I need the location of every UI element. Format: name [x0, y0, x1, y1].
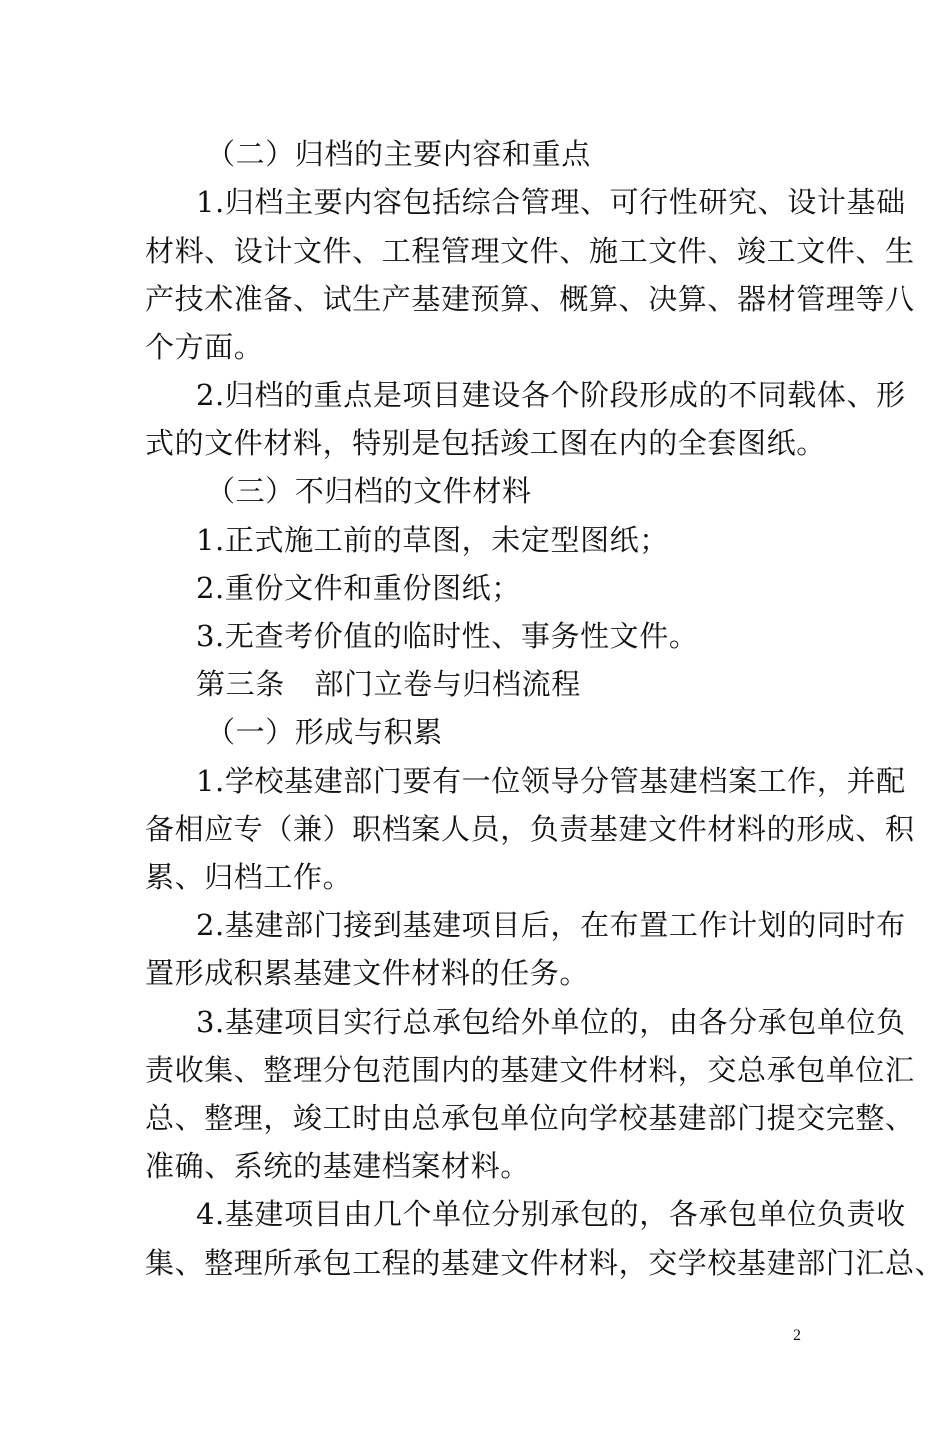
paragraph-line: 累、归档工作。: [145, 860, 353, 894]
paragraph-line: 总、整理，竣工时由总承包单位向学校基建部门提交完整、: [145, 1101, 915, 1135]
paragraph-line: 2.基建部门接到基建项目后，在布置工作计划的同时布: [196, 908, 906, 942]
paragraph-line: 材料、设计文件、工程管理文件、施工文件、竣工文件、生: [145, 234, 915, 268]
heading-archiving-content: （二）归档的主要内容和重点: [206, 137, 591, 171]
heading-formation: （一）形成与积累: [206, 715, 443, 749]
paragraph-line: 1.归档主要内容包括综合管理、可行性研究、设计基础: [196, 185, 906, 219]
paragraph-line: 产技术准备、试生产基建预算、概算、决算、器材管理等八: [145, 282, 915, 316]
paragraph-line: 1.学校基建部门要有一位领导分管基建档案工作，并配: [196, 764, 906, 798]
paragraph-line: 准确、系统的基建档案材料。: [145, 1149, 530, 1183]
paragraph-line: 式的文件材料，特别是包括竣工图在内的全套图纸。: [145, 426, 826, 460]
paragraph-line: 集、整理所承包工程的基建文件材料，交学校基建部门汇总、: [145, 1246, 945, 1280]
paragraph-line: 3.基建项目实行总承包给外单位的，由各分承包单位负: [196, 1005, 906, 1039]
paragraph-line: 4.基建项目由几个单位分别承包的，各承包单位负责收: [196, 1197, 906, 1231]
paragraph-line: 备相应专（兼）职档案人员，负责基建文件材料的形成、积: [145, 812, 915, 846]
list-item: 1.正式施工前的草图，未定型图纸；: [196, 523, 669, 557]
list-item: 3.无查考价值的临时性、事务性文件。: [196, 619, 699, 653]
paragraph-line: 责收集、整理分包范围内的基建文件材料，交总承包单位汇: [145, 1053, 915, 1087]
paragraph-line: 置形成积累基建文件材料的任务。: [145, 956, 590, 990]
page-number: 2: [793, 1327, 801, 1344]
heading-non-archived: （三）不归档的文件材料: [206, 474, 532, 508]
list-item: 2.重份文件和重份图纸；: [196, 571, 521, 605]
article-heading: 第三条 部门立卷与归档流程: [196, 667, 581, 701]
paragraph-line: 2.归档的重点是项目建设各个阶段形成的不同载体、形: [196, 378, 906, 412]
paragraph-line: 个方面。: [145, 330, 264, 364]
